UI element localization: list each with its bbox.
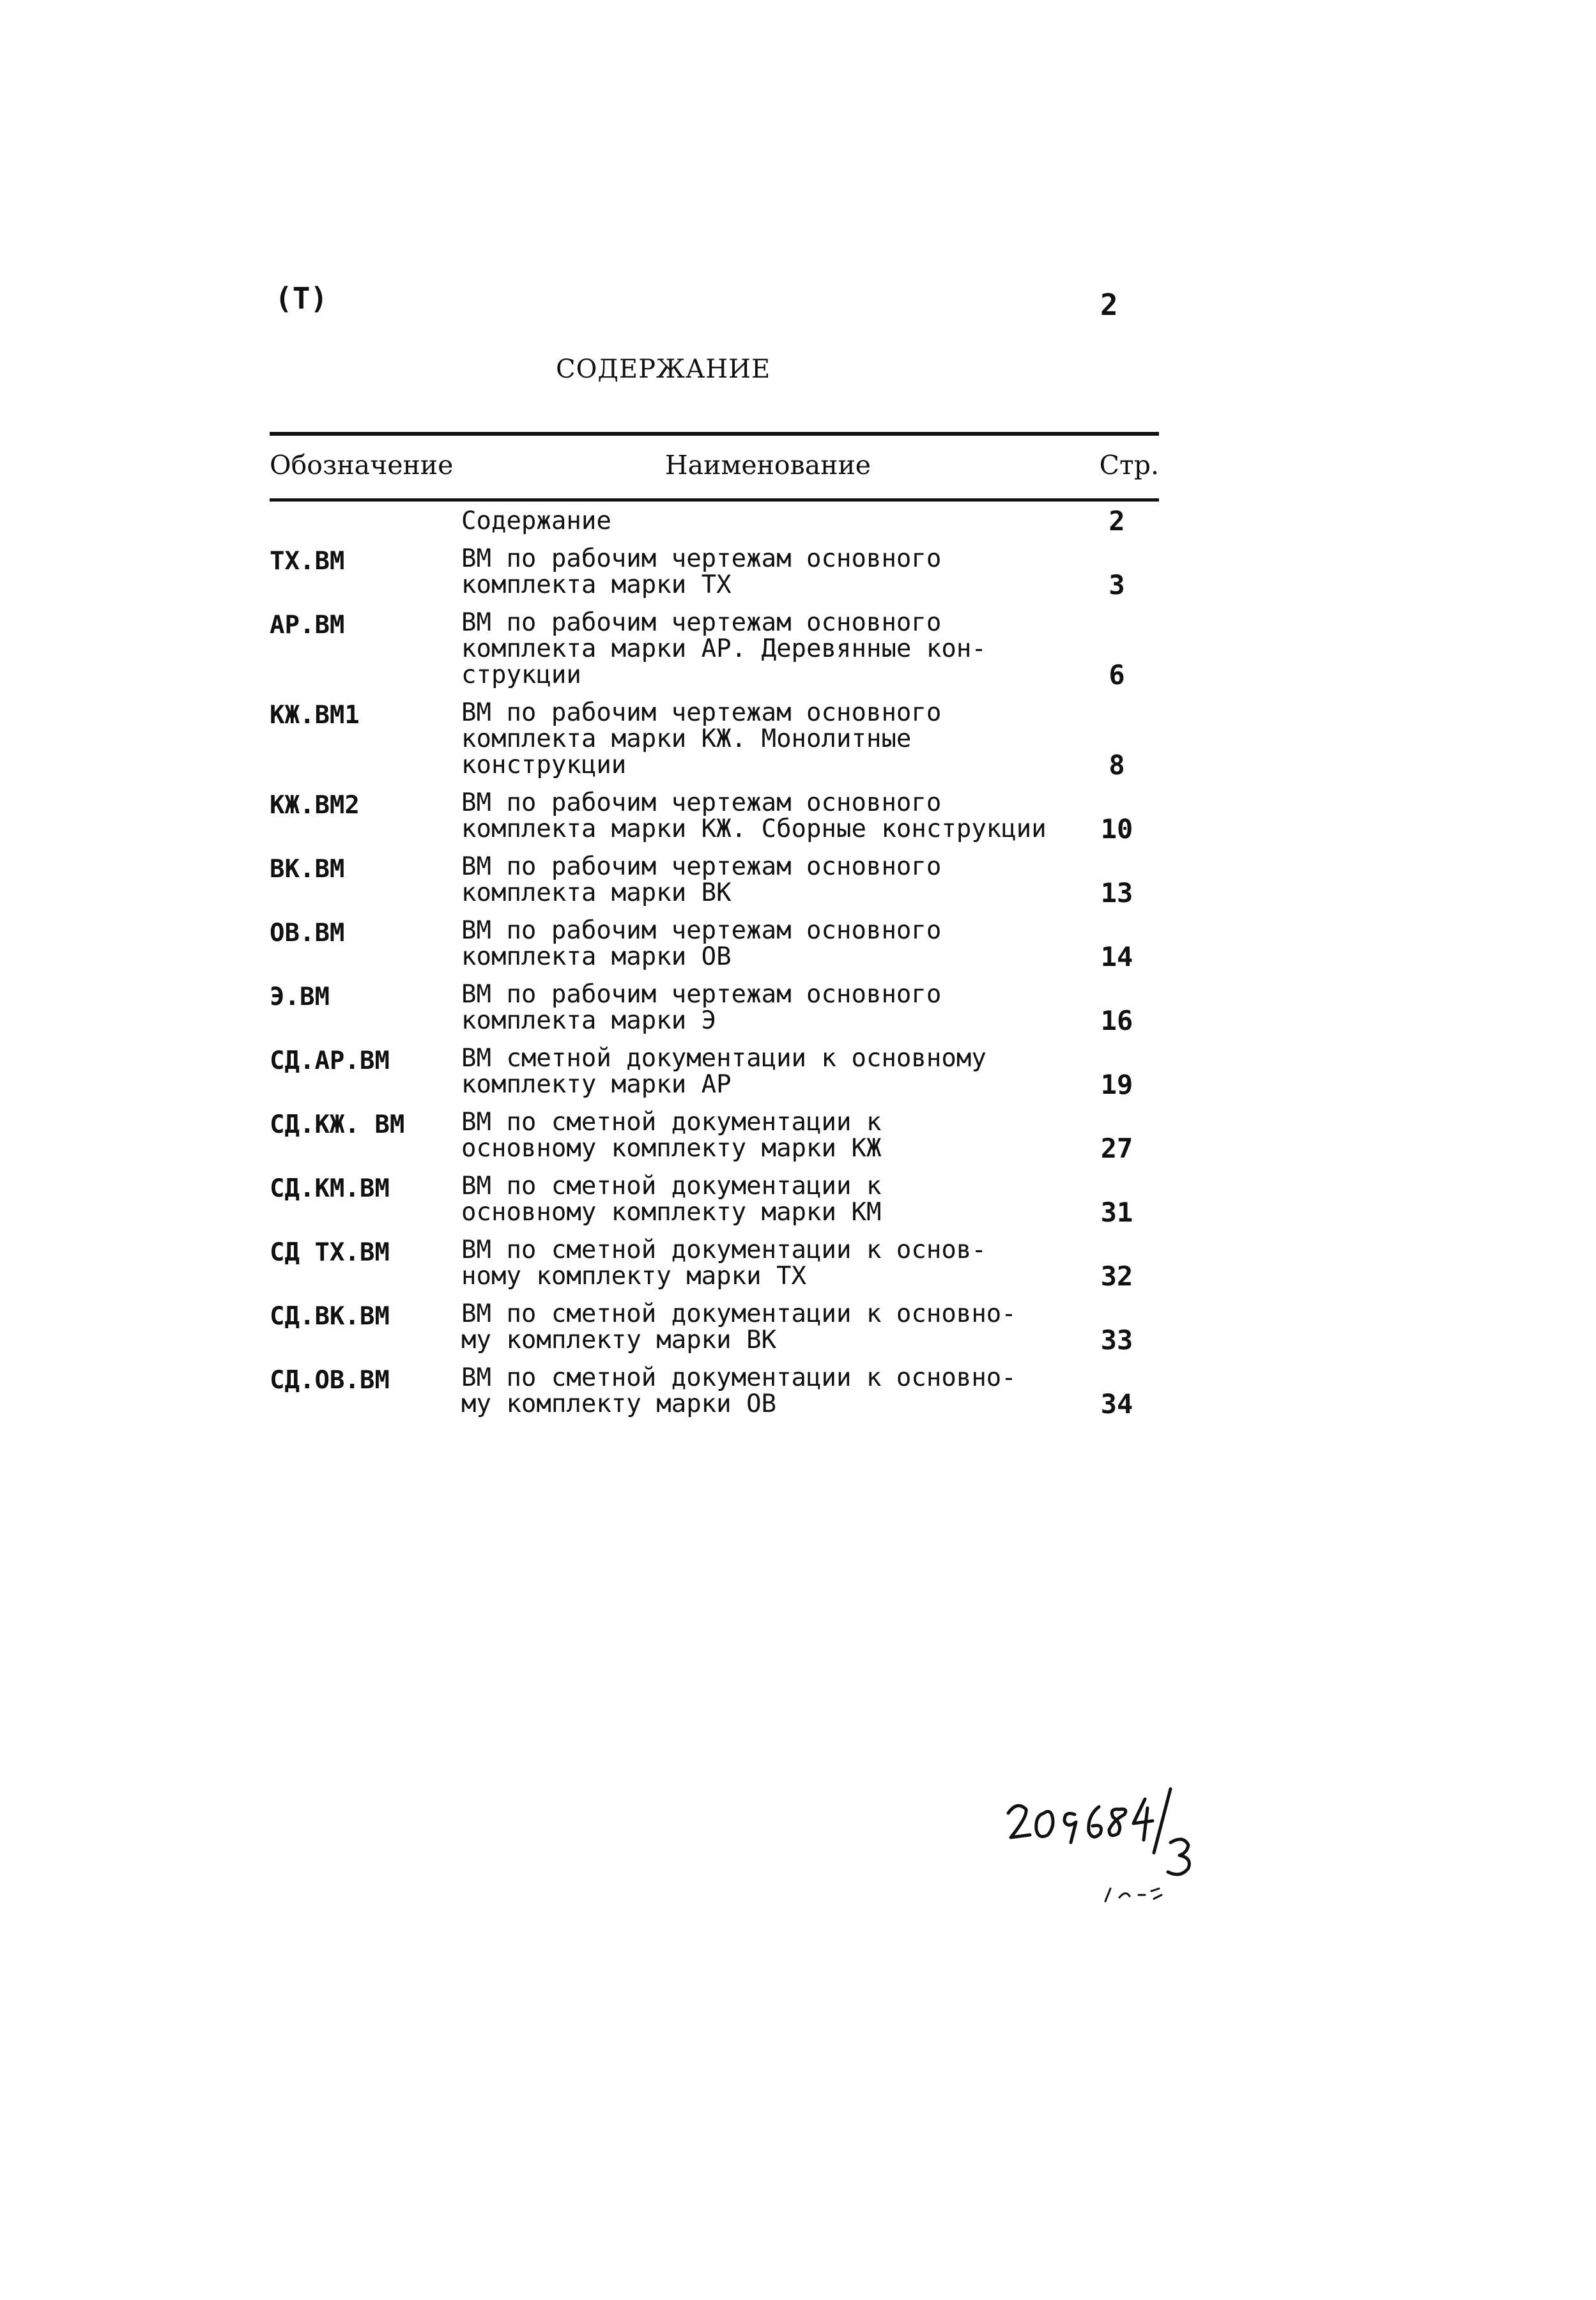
row-name: ВМ по рабочим чертежам основного комплекта марки АР. Деревянные кон- струкции bbox=[461, 608, 986, 689]
row-page: 16 bbox=[1100, 1005, 1133, 1036]
row-designation: ТХ.ВМ bbox=[270, 547, 345, 576]
table-row bbox=[270, 698, 1159, 781]
row-page: 13 bbox=[1100, 877, 1133, 908]
table-body bbox=[270, 505, 1159, 1420]
row-page: 3 bbox=[1109, 569, 1125, 601]
row-name: ВМ сметной документации к основному комплекту марки АР bbox=[461, 1044, 986, 1099]
row-designation: КЖ.ВМ1 bbox=[270, 701, 360, 730]
row-page: 33 bbox=[1100, 1324, 1133, 1356]
row-designation: СД.КЖ. ВМ bbox=[270, 1110, 405, 1139]
row-name: ВМ по сметной документации к основ- ному комплекту марки ТХ bbox=[461, 1236, 986, 1291]
row-designation: АР.ВМ bbox=[270, 611, 345, 640]
row-page: 14 bbox=[1100, 941, 1133, 972]
row-designation: СД.ОВ.ВМ bbox=[270, 1366, 390, 1395]
contents-table bbox=[270, 432, 1159, 1420]
row-name: ВМ по рабочим чертежам основного комплекта марки ОВ bbox=[461, 916, 942, 971]
row-name: ВМ по рабочим чертежам основного комплекта марки Э bbox=[461, 980, 942, 1035]
row-page: 32 bbox=[1100, 1261, 1133, 1292]
table-header-row bbox=[270, 436, 1159, 494]
table-row bbox=[270, 608, 1159, 691]
row-designation bbox=[270, 508, 461, 510]
table-row bbox=[270, 1363, 1159, 1420]
table-row bbox=[270, 1045, 1159, 1098]
table-header-rule bbox=[270, 498, 1159, 502]
row-page: 19 bbox=[1100, 1069, 1133, 1100]
row-page: 6 bbox=[1109, 659, 1125, 691]
column-header-designation: Обозначение bbox=[270, 450, 454, 480]
row-name: ВМ по сметной документации к основно- му комплекту марки ВК bbox=[461, 1300, 1017, 1354]
table-row bbox=[270, 788, 1159, 845]
row-page: 34 bbox=[1100, 1388, 1133, 1420]
row-name: ВМ по рабочим чертежам основного комплекта марки ТХ bbox=[461, 544, 942, 599]
row-name: ВМ по рабочим чертежам основного комплекта марки КЖ. Сборные конструкции bbox=[461, 788, 1047, 843]
column-header-page: Стр. bbox=[1099, 450, 1159, 480]
table-row bbox=[270, 917, 1159, 970]
row-designation: ВК.ВМ bbox=[270, 855, 345, 884]
table-row bbox=[270, 544, 1159, 601]
table-row bbox=[270, 1109, 1159, 1162]
row-page: 27 bbox=[1100, 1133, 1133, 1164]
row-designation: Э.ВМ bbox=[270, 983, 330, 1011]
table-row bbox=[270, 1300, 1159, 1356]
row-designation: СД.КМ.ВМ bbox=[270, 1174, 390, 1203]
row-name: ВМ по сметной документации к основно- му комплекту марки ОВ bbox=[461, 1363, 1017, 1418]
page-number: 2 bbox=[1100, 288, 1118, 322]
page-title: СОДЕРЖАНИЕ bbox=[556, 355, 771, 384]
row-designation: КЖ.ВМ2 bbox=[270, 791, 360, 820]
row-designation: СД.ВК.ВМ bbox=[270, 1302, 390, 1331]
table-row bbox=[270, 854, 1159, 906]
row-designation: ОВ.ВМ bbox=[270, 919, 345, 947]
table-row bbox=[270, 1236, 1159, 1292]
table-row bbox=[270, 981, 1159, 1034]
row-name: ВМ по рабочим чертежам основного комплекта марки ВК bbox=[461, 852, 942, 907]
row-name: ВМ по сметной документации к основному комплекту марки КМ bbox=[461, 1172, 882, 1227]
corner-mark: (Т) bbox=[275, 281, 328, 316]
row-page: 31 bbox=[1100, 1197, 1133, 1228]
row-page: 8 bbox=[1109, 749, 1125, 781]
row-name: ВМ по рабочим чертежам основного комплекта марки КЖ. Монолитные конструкции bbox=[461, 698, 942, 779]
row-page: 10 bbox=[1100, 813, 1133, 845]
table-row bbox=[270, 505, 1159, 537]
table-row bbox=[270, 1172, 1159, 1228]
column-header-name: Наименование bbox=[664, 450, 871, 480]
handwritten-inventory-number bbox=[1003, 1776, 1233, 1917]
row-page: 2 bbox=[1109, 505, 1125, 537]
row-name: Содержание bbox=[461, 507, 611, 535]
row-name: ВМ по сметной документации к основному комплекту марки КЖ bbox=[461, 1108, 882, 1163]
row-designation: СД ТХ.ВМ bbox=[270, 1238, 390, 1267]
row-designation: СД.АР.ВМ bbox=[270, 1046, 390, 1075]
